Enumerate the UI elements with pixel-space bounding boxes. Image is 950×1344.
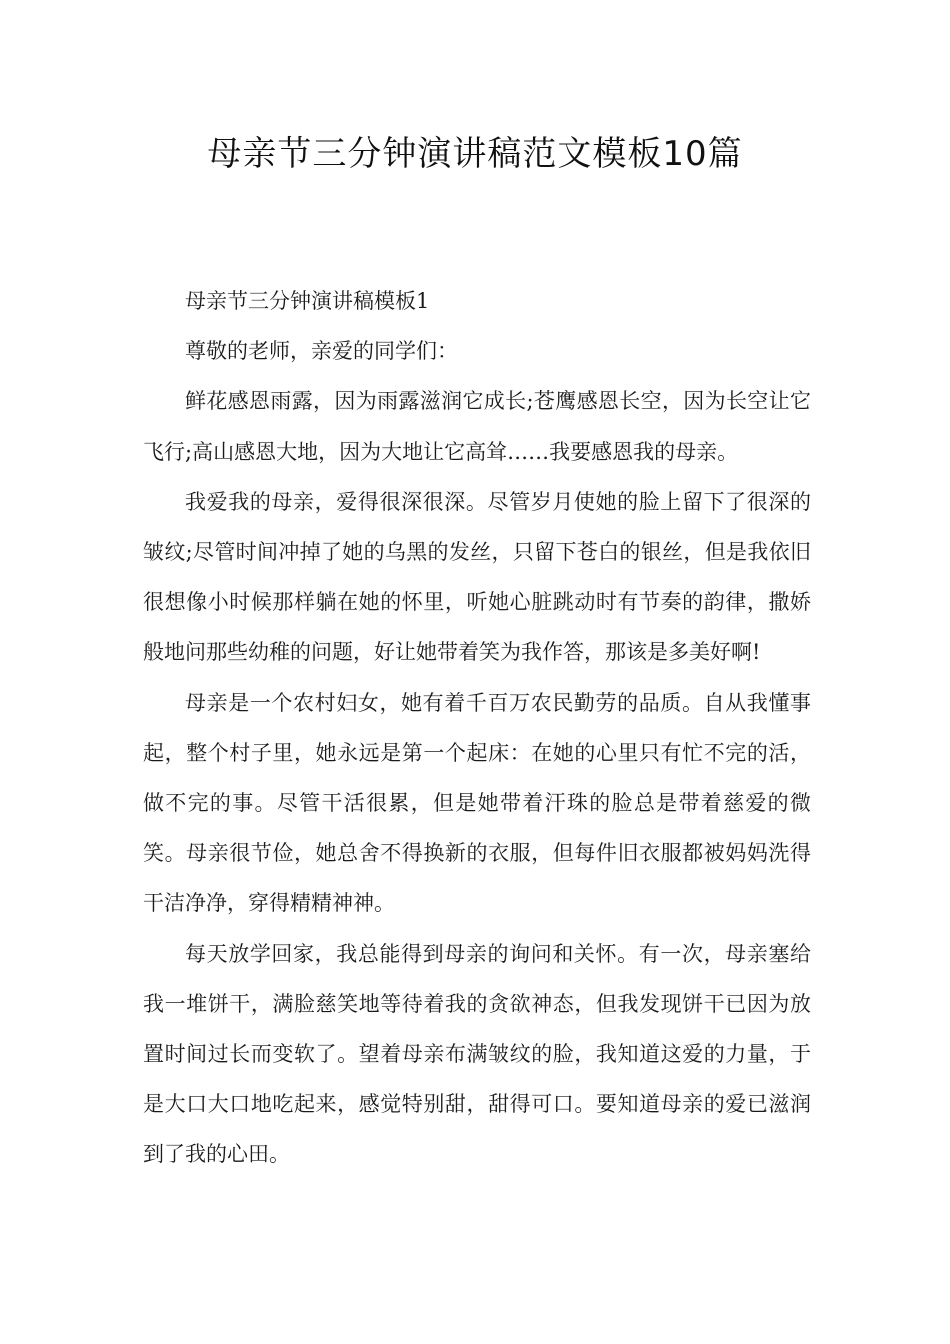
document-body [143,276,811,1180]
paragraph-3: 母亲是一个农村妇女，她有着千百万农民勤劳的品质。自从我懂事起，整个村子里，她永远是第一个起床：在她的心里只有忙不完的活，做不完的事。尽管干活很累，但是她带着汗珠的脸总是带着慈爱的微笑。母亲很节俭，她总舍不得换新的衣服，但每件旧衣服都被妈妈洗得干洁净净，穿得精精神神。 [143,690,811,916]
paragraph-1: 鲜花感恩雨露，因为雨露滋润它成长;苍鹰感恩长空，因为长空让它飞行;高山感恩大地，因为大地让它高耸……我要感恩我的母亲。 [143,389,811,464]
paragraph-2: 我爱我的母亲，爱得很深很深。尽管岁月使她的脸上留下了很深的皱纹;尽管时间冲掉了她的乌黑的发丝，只留下苍白的银丝，但是我依旧很想像小时候那样躺在她的怀里，听她心脏跳动时有节奏的韵律，撒娇般地问那些幼稚的问题，好让她带着笑为我作答，那该是多美好啊! [143,489,811,665]
paragraph-4: 每天放学回家，我总能得到母亲的询问和关怀。有一次，母亲塞给我一堆饼干，满脸慈笑地等待着我的贪欲神态，但我发现饼干已因为放置时间过长而变软了。望着母亲布满皱纹的脸，我知道这爱的力量，于是大口大口地吃起来，感觉特别甜，甜得可口。要知道母亲的爱已滋润到了我的心田。 [143,941,811,1167]
section-heading: 母亲节三分钟演讲稿模板1 [185,289,430,313]
document-title: 母亲节三分钟演讲稿范文模板10篇 [207,134,743,174]
salutation: 尊敬的老师，亲爱的同学们： [185,339,458,364]
